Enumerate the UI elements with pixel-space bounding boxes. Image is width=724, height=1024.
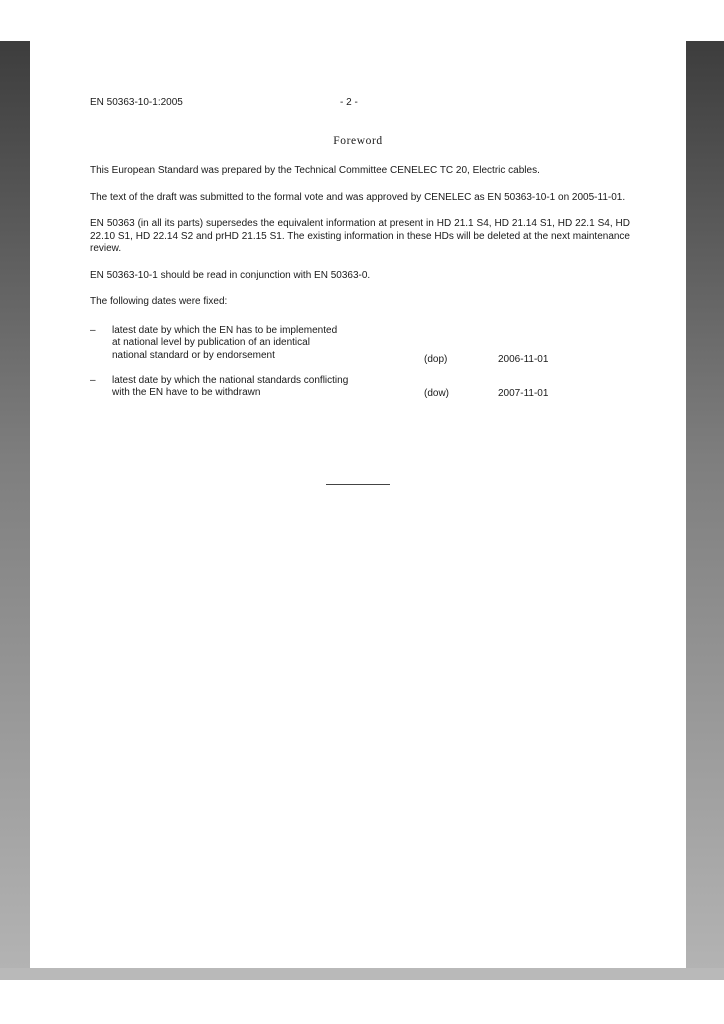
document-id: EN 50363-10-1:2005 <box>90 97 183 108</box>
document-page <box>30 41 686 968</box>
date-value: 2006-11-01 <box>498 354 549 365</box>
left-margin-shadow <box>0 41 30 968</box>
section-title: Foreword <box>333 135 383 147</box>
date-description: latest date by which the EN has to be implemented at national level by publication of an identical national standard or by endorsement <box>112 324 338 361</box>
paragraph-supersedes: EN 50363 (in all its parts) supersedes the equivalent information at present in HD 21.1 S4, HD 21.14 S1, HD 22.1 S4, HD 22.10 S1, HD 22.14 S2 and prHD 21.15 S1. The existing information in these HDs will be deleted at the next maintenance review. <box>90 218 630 254</box>
date-abbreviation: (dop) <box>424 354 448 365</box>
list-dash: – <box>90 374 96 386</box>
dates-list <box>90 325 630 405</box>
foreword-body <box>90 165 630 405</box>
right-margin-shadow <box>686 41 724 968</box>
date-abbreviation: (dow) <box>424 388 450 399</box>
paragraph-conjunction: EN 50363-10-1 should be read in conjunction with EN 50363-0. <box>90 269 371 281</box>
date-description: latest date by which the national standards conflicting with the EN have to be withdrawn <box>112 374 349 398</box>
date-value: 2007-11-01 <box>498 388 549 399</box>
list-dash: – <box>90 324 96 336</box>
date-item-dop <box>90 325 630 375</box>
end-rule-divider <box>326 484 390 485</box>
page-number: - 2 - <box>340 97 358 108</box>
paragraph-approval: The text of the draft was submitted to the formal vote and was approved by CENELEC as EN 50363-10-1 on 2005-11-01. <box>90 191 626 203</box>
paragraph-dates-intro: The following dates were fixed: <box>90 296 228 307</box>
bottom-margin-shadow <box>0 968 724 980</box>
date-item-dow <box>90 375 630 405</box>
paragraph-committee: This European Standard was prepared by the Technical Committee CENELEC TC 20, Electric cables. <box>90 165 540 176</box>
